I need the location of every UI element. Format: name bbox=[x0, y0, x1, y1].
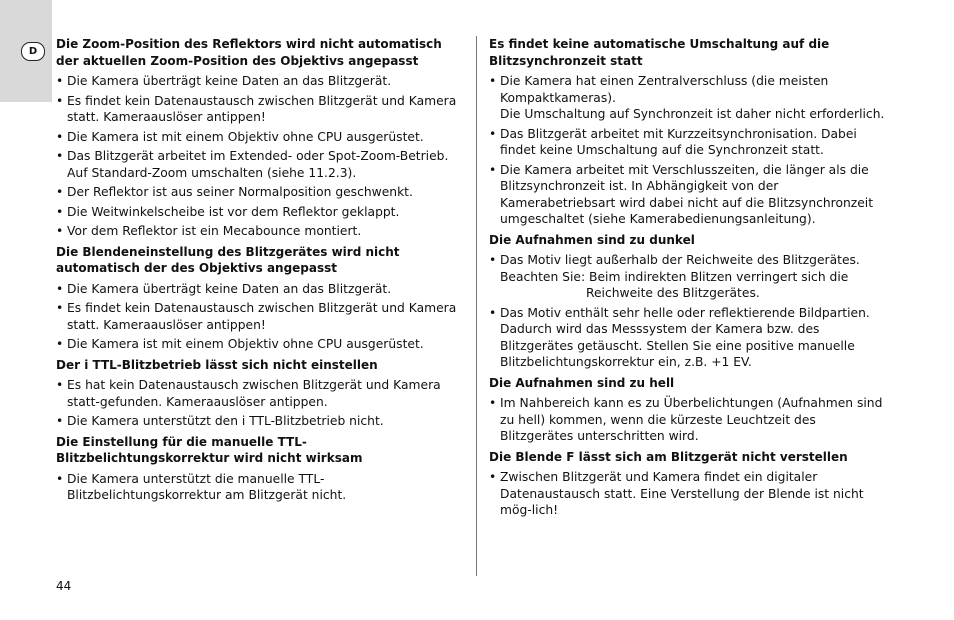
list-item: • Die Kamera ist mit einem Objektiv ohne CPU ausgerüstet. bbox=[56, 129, 468, 146]
section-heading: Der i TTL-Blitzbetrieb lässt sich nicht einstellen bbox=[56, 357, 378, 372]
language-tab bbox=[0, 0, 52, 102]
section-heading: Die Aufnahmen sind zu hell bbox=[489, 375, 675, 390]
column-divider bbox=[476, 36, 477, 576]
bullet-list bbox=[489, 469, 891, 519]
list-item bbox=[489, 73, 891, 123]
section-heading: Die Blendeneinstellung des Blitzgerätes wird nicht automatisch der des Objektivs angepasst bbox=[56, 244, 400, 275]
section-heading: Die Blende F lässt sich am Blitzgerät nicht verstellen bbox=[489, 449, 848, 464]
right-column bbox=[489, 36, 891, 523]
left-column bbox=[56, 36, 468, 508]
language-badge: D bbox=[21, 42, 45, 61]
list-item: • Der Reflektor ist aus seiner Normalposition geschwenkt. bbox=[56, 184, 468, 201]
list-item-line: Die Umschaltung auf Synchronzeit ist daher nicht erforderlich. bbox=[500, 107, 885, 121]
list-item: • Zwischen Blitzgerät und Kamera findet ein digitaler Datenaustausch statt. Eine Verstellung der Blende ist nicht mög-lich! bbox=[489, 469, 891, 519]
list-item: • Es findet kein Datenaustausch zwischen Blitzgerät und Kamera statt. Kameraauslöser antippen! bbox=[56, 93, 468, 126]
bullet-list bbox=[56, 377, 468, 430]
list-item: • Die Weitwinkelscheibe ist vor dem Reflektor geklappt. bbox=[56, 204, 468, 221]
list-item: • Das Motiv enthält sehr helle oder reflektierende Bildpartien. Dadurch wird das Messsystem der Kamera bzw. des Blitzgerätes getäuscht. Stellen Sie eine positive manuelle Blitzbelichtungskorrektur ein, z.B. +1 EV. bbox=[489, 305, 891, 371]
bullet-list bbox=[489, 395, 891, 445]
list-item: • Im Nahbereich kann es zu Überbelichtungen (Aufnahmen sind zu hell) kommen, wenn die kürzeste Leuchtzeit des Blitzgerätes unterschritten wird. bbox=[489, 395, 891, 445]
page-number: 44 bbox=[56, 579, 72, 593]
bullet-list bbox=[489, 73, 891, 228]
list-item: • Die Kamera arbeitet mit Verschlusszeiten, die länger als die Blitzsynchronzeit ist. In Abhängigkeit von der Kamerabetriebsart wird dabei nicht auf die Blitzsynchronzeit umgeschaltet (siehe Kamerabedienungsanleitung). bbox=[489, 162, 891, 228]
list-item: • Die Kamera ist mit einem Objektiv ohne CPU ausgerüstet. bbox=[56, 336, 468, 353]
bullet-list bbox=[489, 252, 891, 371]
list-item-line: • Das Motiv liegt außerhalb der Reichweite des Blitzgerätes. bbox=[500, 253, 860, 267]
list-item-line: • Die Kamera hat einen Zentralverschluss (die meisten Kompaktkameras). bbox=[500, 74, 829, 105]
section-heading: Die Einstellung für die manuelle TTL-Blitzbelichtungskorrektur wird nicht wirksam bbox=[56, 434, 363, 465]
list-item-line: Beachten Sie: Beim indirekten Blitzen verringert sich die bbox=[500, 269, 849, 284]
section-heading: Die Zoom-Position des Reflektors wird nicht automatisch der aktuellen Zoom-Position des Objektivs angepasst bbox=[56, 37, 442, 68]
list-item: • Die Kamera unterstützt die manuelle TTL-Blitzbelichtungskorrektur am Blitzgerät nicht. bbox=[56, 471, 468, 504]
list-item: • Die Kamera überträgt keine Daten an das Blitzgerät. bbox=[56, 73, 468, 90]
list-item-line: Reichweite des Blitzgerätes. bbox=[586, 286, 760, 300]
section-heading: Es findet keine automatische Umschaltung auf die Blitzsynchronzeit statt bbox=[489, 37, 830, 68]
list-item bbox=[489, 252, 891, 302]
bullet-list bbox=[56, 73, 468, 240]
list-item: • Es findet kein Datenaustausch zwischen Blitzgerät und Kamera statt. Kameraauslöser antippen! bbox=[56, 300, 468, 333]
list-item: • Es hat kein Datenaustausch zwischen Blitzgerät und Kamera statt-gefunden. Kameraauslöser antippen. bbox=[56, 377, 468, 410]
bullet-list bbox=[56, 471, 468, 504]
list-item: • Die Kamera unterstützt den i TTL-Blitzbetrieb nicht. bbox=[56, 413, 468, 430]
section-heading: Die Aufnahmen sind zu dunkel bbox=[489, 232, 695, 247]
list-item: • Das Blitzgerät arbeitet mit Kurzzeitsynchronisation. Dabei findet keine Umschaltung auf die Synchronzeit statt. bbox=[489, 126, 891, 159]
list-item: • Die Kamera überträgt keine Daten an das Blitzgerät. bbox=[56, 281, 468, 298]
list-item: • Vor dem Reflektor ist ein Mecabounce montiert. bbox=[56, 223, 468, 240]
bullet-list bbox=[56, 281, 468, 353]
list-item: • Das Blitzgerät arbeitet im Extended- oder Spot-Zoom-Betrieb. Auf Standard-Zoom umschalten (siehe 11.2.3). bbox=[56, 148, 468, 181]
